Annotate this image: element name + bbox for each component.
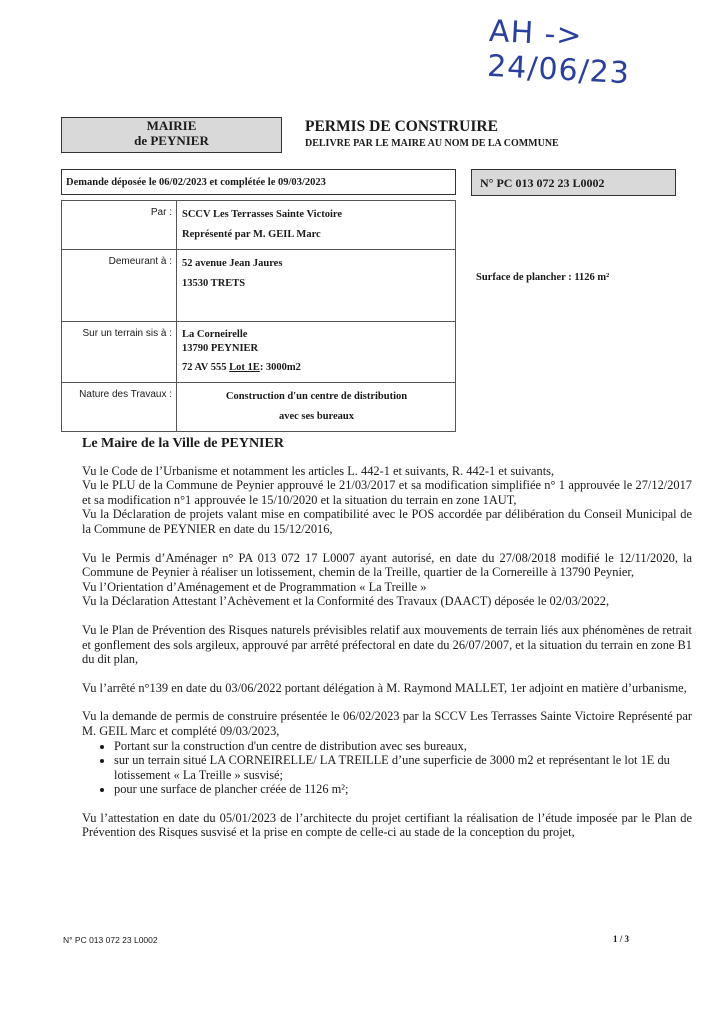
vu-code-urbanisme: Vu le Code de l’Urbanisme et notamment les articles L. 442-1 et suivants, R. 442-1 et suivants, [82,463,555,478]
par-line: Représenté par M. GEIL Marc [182,229,321,240]
nature-value [177,383,456,432]
permit-info-table [61,200,456,432]
permis-header [305,118,559,149]
par-value [177,201,456,250]
par-line: SCCV Les Terrasses Sainte Victoire [182,209,343,220]
list-item: • Portant sur la construction d'un centre de distribution avec ses bureaux, [114,739,692,754]
vu-declaration-projets: Vu la Déclaration de projets valant mise en compatibilité avec le POS accordée par délibération du Conseil Municipal de la Commune de PEYNIER en date du 15/12/2016, [82,507,692,536]
demande-box: Demande déposée le 06/02/2023 et complétée le 09/03/2023 [61,169,456,195]
row-demeurant [62,250,456,322]
terrain-area: : 3000m2 [259,362,301,373]
demande-details-list [82,739,692,797]
demeurant-line: 52 avenue Jean Jaures [182,258,283,269]
mairie-box [61,117,282,153]
vu-permis-amenager: Vu le Permis d’Aménager n° PA 013 072 17 L0007 ayant autorisé, en date du 27/08/2018 modifié le 12/11/2020, la Commune de Peynier à réaliser un lotissement, chemin de la Treille, quartier de la Cornereille à 13790 Peynier, [82,550,692,580]
terrain-parcel: 72 AV 555 [182,362,230,373]
maire-heading: Le Maire de la Ville de PEYNIER [82,436,284,451]
nature-label: Nature des Travaux : [62,383,177,432]
page-number: 1 / 3 [613,934,630,944]
permis-title: PERMIS DE CONSTRUIRE [305,118,498,135]
document-body [82,437,692,840]
terrain-line: 13790 PEYNIER [182,343,259,354]
vu-orientation: Vu l’Orientation d’Aménagement et de Programmation « La Treille » [82,579,427,594]
vu-ppr: Vu le Plan de Prévention des Risques naturels prévisibles relatif aux mouvements de terrain liés aux phénomènes de retrait et gonflement des sols argileux, approuvé par arrêté préfectoral en date du 26/07/2007, et la situation du terrain en zone B1 du dit plan, [82,622,692,667]
vu-demande: Vu la demande de permis de construire présentée le 06/02/2023 par la SCCV Les Terrasses Sainte Victoire Représenté par M. GEIL Marc et complété 09/03/2023, [82,709,692,738]
handwritten-annotation: AH -> 24/06/23 [486,13,631,92]
demeurant-line: 13530 TRETS [182,278,246,289]
mairie-line1: MAIRIE [146,118,197,133]
vu-attestation: Vu l’attestation en date du 05/01/2023 de l’architecte du projet certifiant la réalisation de l’étude imposée par le Plan de Prévention des Risques susvisé et la prise en compte de celle-ci au stade de la conception du projet, [82,810,692,840]
nature-line: Construction d'un centre de distribution [225,391,408,402]
vu-plu: Vu le PLU de la Commune de Peynier approuvé le 21/03/2017 et sa modification simplifiée n° 1 approuvée le 27/12/2017 et sa modification n°1 approuvée le 15/10/2020 et la situation du terrain en zone 1AUT, [82,478,692,507]
terrain-value [177,322,456,383]
demeurant-value [177,250,456,322]
list-item: • sur un terrain situé LA CORNEIRELLE/ LA TREILLE d’une superficie de 3000 m2 et représentant le lot 1E du lotissement « La Treille » susvisé; [114,753,692,782]
row-terrain [62,322,456,383]
vu-arrete-delegation: Vu l’arrêté n°139 en date du 03/06/2022 portant délégation à M. Raymond MALLET, 1er adjoint en matière d’urbanisme, [82,680,687,695]
terrain-parcel-line [182,358,451,378]
nature-line: avec ses bureaux [278,411,355,422]
row-par [62,201,456,250]
surface-plancher: Surface de plancher : 1126 m² [476,272,610,283]
demeurant-label: Demeurant à : [62,250,177,322]
par-label: Par : [62,201,177,250]
vu-daact: Vu la Déclaration Attestant l’Achèvement et la Conformité des Travaux (DAACT) déposée le 02/03/2022, [82,594,610,609]
terrain-label: Sur un terrain sis à : [62,322,177,383]
terrain-line: La Corneirelle [182,329,248,340]
footer-pc-number: N° PC 013 072 23 L0002 [63,935,158,945]
list-item: • pour une surface de plancher créée de 1126 m²; [114,782,692,797]
terrain-lot: Lot 1E [229,362,260,373]
pc-number-box: N° PC 013 072 23 L0002 [471,169,676,196]
row-nature [62,383,456,432]
permis-subtitle: DELIVRE PAR LE MAIRE AU NOM DE LA COMMUNE [305,138,559,149]
mairie-line2: de PEYNIER [134,133,209,148]
